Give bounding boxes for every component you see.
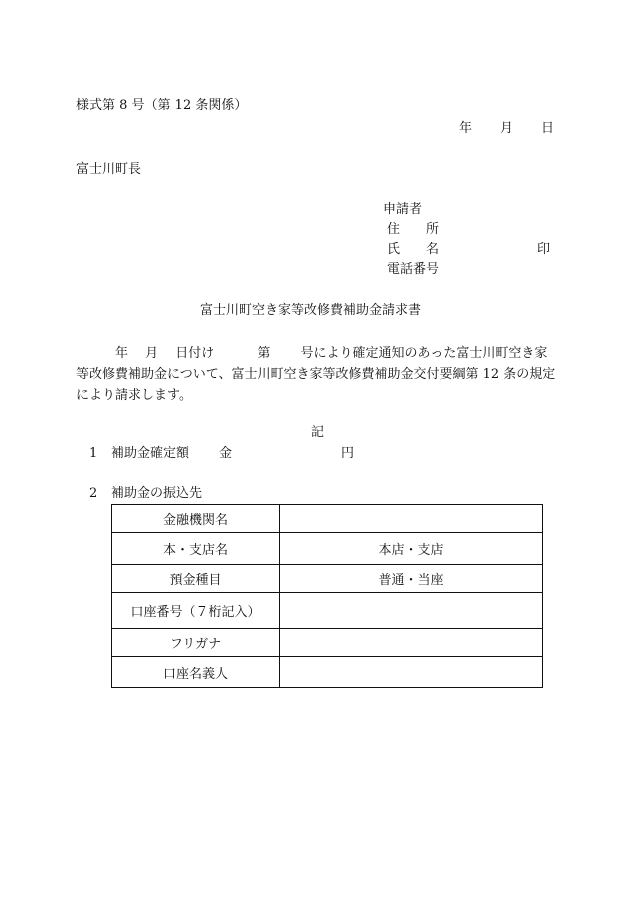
- item-2-number: 2: [89, 486, 98, 501]
- account-number-label: 口座番号（７桁記入）: [112, 593, 280, 629]
- item-2-label: 補助金の振込先: [111, 486, 203, 501]
- account-number-value[interactable]: [280, 593, 543, 629]
- applicant-name-label: 氏 名: [387, 242, 440, 257]
- table-row: [112, 505, 543, 533]
- branch-name-label: 本・支店名: [112, 533, 280, 565]
- date-year: 年: [459, 121, 473, 136]
- body-paragraph: 年 月 日付け 第 号により確定通知のあった富士川町空き家等改修費補助金について、富士川町空き家等改修費補助金交付要綱第 12 条の規定により請求します。: [76, 346, 556, 403]
- applicant-heading: 申請者: [383, 202, 423, 217]
- document-title: 富士川町空き家等改修費補助金請求書: [200, 303, 422, 318]
- furigana-label: フリガナ: [112, 629, 280, 657]
- ki-heading: 記: [311, 425, 325, 440]
- bank-name-value[interactable]: [280, 505, 543, 533]
- bank-name-label: 金融機関名: [112, 505, 280, 533]
- date-day: 日: [541, 121, 555, 136]
- item-1-kin: 金: [219, 446, 233, 461]
- seal-mark: 印: [537, 242, 551, 257]
- table-row: [112, 565, 543, 593]
- furigana-value[interactable]: [280, 629, 543, 657]
- item-1-label: 補助金確定額: [111, 446, 190, 461]
- account-holder-value[interactable]: [280, 657, 543, 688]
- branch-name-value[interactable]: 本店・支店: [280, 533, 543, 565]
- deposit-type-label: 預金種目: [112, 565, 280, 593]
- date-month: 月: [500, 121, 514, 136]
- table-row: [112, 593, 543, 629]
- addressee: 富士川町長: [76, 162, 142, 177]
- applicant-address-label: 住 所: [387, 222, 440, 237]
- bank-transfer-table: [111, 504, 543, 688]
- deposit-type-value[interactable]: 普通・当座: [280, 565, 543, 593]
- table-row: [112, 657, 543, 688]
- item-1-yen: 円: [341, 446, 355, 461]
- table-row: [112, 533, 543, 565]
- item-1-number: 1: [89, 446, 98, 461]
- account-holder-label: 口座名義人: [112, 657, 280, 688]
- applicant-phone-label: 電話番号: [387, 262, 440, 277]
- form-number: 様式第 8 号（第 12 条関係）: [76, 98, 248, 113]
- table-row: [112, 629, 543, 657]
